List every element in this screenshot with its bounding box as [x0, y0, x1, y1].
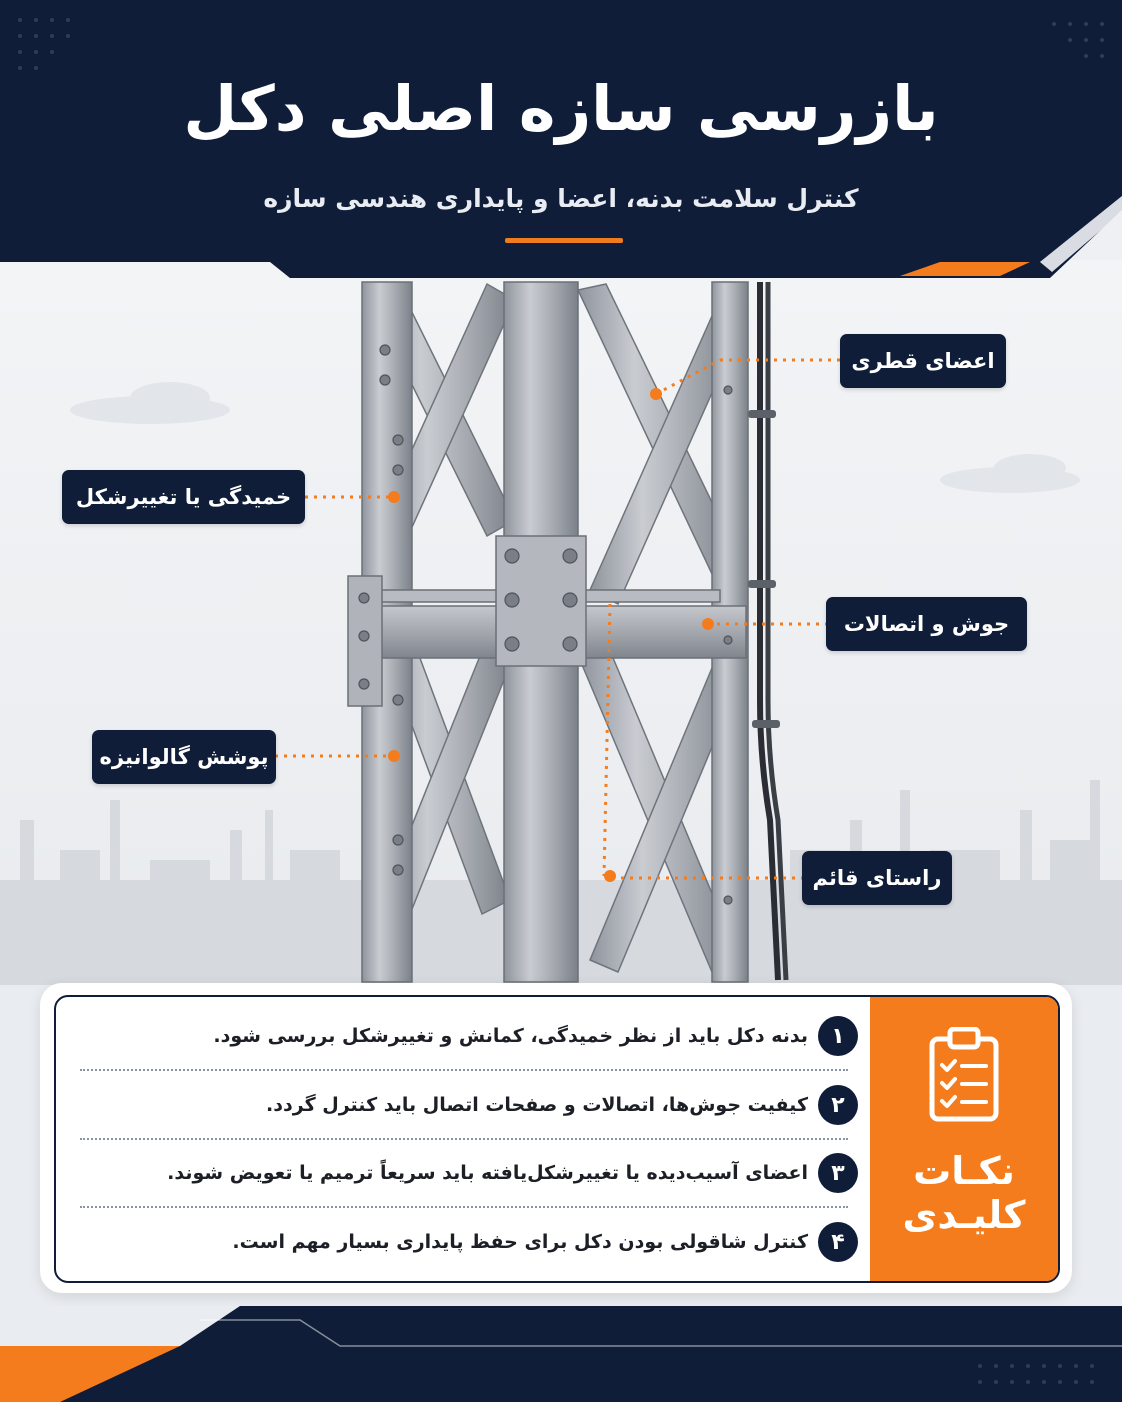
key-notes-sidebar: [870, 997, 1058, 1281]
key-note-number: ۴: [818, 1222, 858, 1262]
title-underline: [505, 238, 623, 243]
key-note-number: ۲: [818, 1085, 858, 1125]
key-note-text: بدنه دکل باید از نظر خمیدگی، کمانش و تغییرشکل بررسی شود.: [213, 1025, 808, 1047]
callout-label: پوشش گالوانیزه: [99, 745, 269, 769]
callout-diagonal-members: [840, 334, 1006, 388]
callout-label: اعضای قطری: [851, 349, 995, 373]
callout-label: راستای قائم: [812, 866, 942, 890]
page-title: بازرسی سازه اصلی دکل: [183, 72, 939, 145]
key-note-text: کنترل شاقولی بودن دکل برای حفظ پایداری بسیار مهم است.: [232, 1231, 808, 1253]
callout-label: جوش و اتصالات: [843, 612, 1010, 636]
key-notes-title-line2: کلیـدی: [902, 1193, 1026, 1237]
callout-vertical-alignment: [802, 851, 952, 905]
key-notes-box: [54, 995, 1060, 1283]
divider: [80, 1069, 848, 1071]
callout-welds-connections: [826, 597, 1027, 651]
callout-bending: [62, 470, 305, 524]
key-note-item: [78, 1072, 858, 1138]
footer-band: [0, 1306, 1122, 1402]
key-notes-panel: [40, 983, 1072, 1293]
key-notes-title-line1: نکـات: [913, 1149, 1015, 1193]
callout-label: خمیدگی یا تغییرشکل: [75, 485, 292, 509]
key-note-text: کیفیت جوش‌ها، اتصالات و صفحات اتصال باید کنترل گردد.: [266, 1094, 808, 1116]
key-note-number: ۱: [818, 1016, 858, 1056]
divider: [80, 1206, 848, 1208]
header-band: [0, 0, 1122, 282]
key-notes-title: [870, 1149, 1058, 1237]
page-subtitle: کنترل سلامت بدنه، اعضا و پایداری هندسی سازه: [263, 184, 859, 213]
key-note-text: اعضای آسیب‌دیده یا تغییرشکل‌یافته باید سریعاً ترمیم یا تعویض شوند.: [167, 1162, 808, 1184]
key-note-item: [78, 1209, 858, 1275]
clipboard-checklist-icon: [926, 1027, 1002, 1123]
key-note-item: [78, 1140, 858, 1206]
callout-galvanized-coating: [92, 730, 276, 784]
key-note-number: ۳: [818, 1153, 858, 1193]
key-note-item: [78, 1003, 858, 1069]
